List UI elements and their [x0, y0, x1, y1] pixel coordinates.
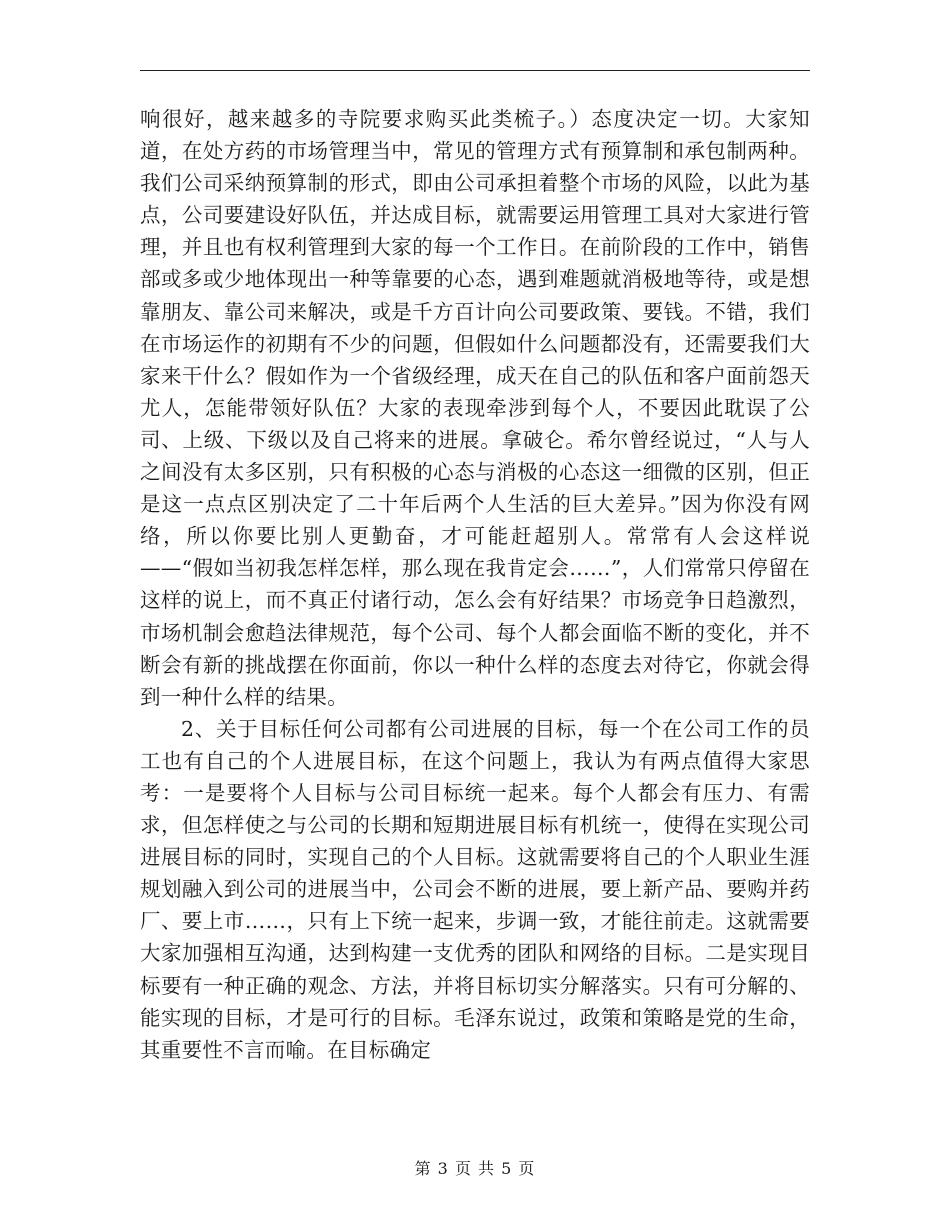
page-number: 第 3 页 共 5 页 — [414, 1159, 536, 1178]
paragraph-goals: 2、关于目标任何公司都有公司进展的目标，每一个在公司工作的员工也有自己的个人进展目标，在这个问题上，我认为有两点值得大家思考：一是要将个人目标与公司目标统一起来。每个人都会有压力、有需求，但怎样使之与公司的长期和短期进展目标有机统一，使得在实现公司进展目标的同时，实现自己的个人目标。这就需要将自己的个人职业生涯规划融入到公司的进展当中，公司会不断的进展，要上新产品、要购并药厂、要上市……，只有上下统一起来，步调一致，才能往前走。这就需要大家加强相互沟通，达到构建一支优秀的团队和网络的目标。二是实现目标要有一种正确的观念、方法，并将目标切实分解落实。只有可分解的、能实现的目标，才是可行的目标。毛泽东说过，政策和策略是党的生命，其重要性不言而喻。在目标确定 — [140, 716, 810, 1062]
document-body — [140, 103, 810, 1066]
header-rule — [140, 70, 810, 71]
paragraph-attitude: 响很好，越来越多的寺院要求购买此类梳子。）态度决定一切。大家知道，在处方药的市场管理当中，常见的管理方式有预算制和承包制两种。我们公司采纳预算制的形式，即由公司承担着整个市场的风险，以此为基点，公司要建设好队伍，并达成目标，就需要运用管理工具对大家进行管理，并且也有权利管理到大家的每一个工作日。在前阶段的工作中，销售部或多或少地体现出一种等靠要的心态，遇到难题就消极地等待，或是想靠朋友、靠公司来解决，或是千方百计向公司要政策、要钱。不错，我们在市场运作的初期有不少的问题，但假如什么问题都没有，还需要我们大家来干什么？假如作为一个省级经理，成天在自己的队伍和客户面前怨天尤人，怎能带领好队伍？大家的表现牵涉到每个人，不要因此耽误了公司、上级、下级以及自己将来的进展。拿破仑。希尔曾经说过，“人与人之间没有太多区别，只有积极的心态与消极的心态这一细微的区别，但正是这一点点区别决定了二十年后两个人生活的巨大差异。”因为你没有网络，所以你要比别人更勤奋，才可能赶超别人。常常有人会这样说——“假如当初我怎样怎样，那么现在我肯定会……”，人们常常只停留在这样的说上，而不真正付诸行动，怎么会有好结果？市场竞争日趋激烈，市场机制会愈趋法律规范，每个公司、每个人都会面临不断的变化，并不断会有新的挑战摆在你面前，你以一种什么样的态度去对待它，你就会得到一种什么样的结果。 — [140, 107, 810, 709]
